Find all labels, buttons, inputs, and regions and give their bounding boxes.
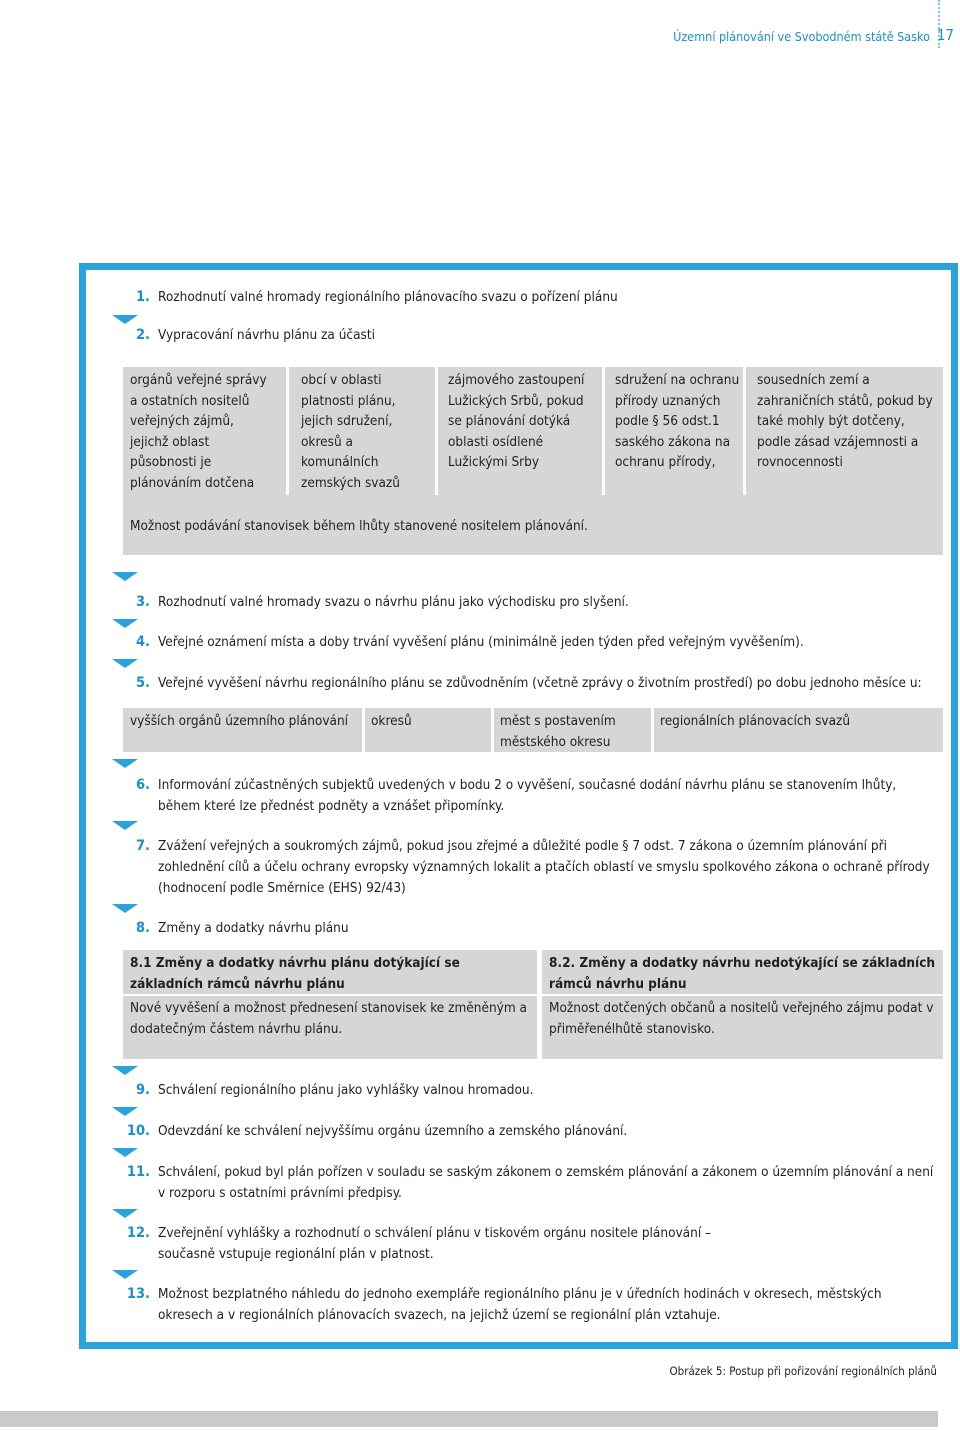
figure-caption (670, 1364, 938, 1378)
flow-arrow-icon (112, 1066, 138, 1075)
step-number: 10. (126, 1123, 150, 1139)
step-number: 12. (126, 1225, 150, 1241)
participant-cell: zájmového zastoupení Lužických Srbů, pokud se plánování dotýká oblasti osídlené Lužickými Srby (448, 372, 585, 470)
change-option-a-text: Nové vyvěšení a možnost přednesení stanovisek ke změněným a dodatečným částem návrhu plánu. (123, 995, 537, 1059)
flow-arrow-icon (112, 619, 138, 628)
step-text: Možnost bezplatného náhledu do jednoho exempláře regionálního plánu je v úředních hodinách v okresech, městských okresech a v regionálních plánovacích svazech, na jejichž území se regionální plán vztahuje. (158, 1286, 882, 1323)
cell-divider (435, 367, 438, 495)
box-divider (123, 994, 943, 996)
cell-divider (286, 367, 289, 495)
cell-divider (743, 367, 746, 495)
participant-cell: sdružení na ochranu přírody uznaných podle § 56 odst.1 saského zákona na ochranu přírody, (615, 372, 740, 470)
figure-caption-text: Postup při pořizování regionálních plánů (729, 1364, 937, 1378)
change-option-b-title: 8.2. Změny a dodatky návrhu nedotýkající se základních rámců návrhu plánu (542, 950, 943, 996)
running-title: Územní plánování ve Svobodném státě Sasko (673, 29, 930, 44)
step-text: Veřejné oznámení místa a doby trvání vyvěšení plánu (minimálně jeden týden před veřejným vyvěšením). (158, 634, 804, 650)
display-place-cell: okresů (371, 713, 412, 729)
cell-divider (491, 708, 494, 752)
step-text: Odevzdání ke schválení nejvyššímu orgánu územního a zemského plánování. (158, 1123, 628, 1139)
participants-note: Možnost podávání stanovisek během lhůty stanovené nositelem plánování. (130, 518, 588, 534)
participant-cell: orgánů veřejné správy a ostatních nositelů veřejných zájmů, jejichž oblast působnosti je plánováním dotčena (130, 372, 267, 491)
flow-arrow-icon (112, 821, 138, 830)
step-number: 11. (126, 1164, 150, 1180)
step-number: 6. (135, 777, 150, 793)
participant-cell: sousedních zemí a zahraničních států, pokud by také mohly být dotčeny, podle zásad vzájemnosti a rovnocennosti (757, 372, 933, 470)
step-text: Zvážení veřejných a soukromých zájmů, pokud jsou zřejmé a důležité podle § 7 odst. 7 zákona o územním plánování při zohlednění cílů a účelu ochrany evropsky významných lokalit a ptačích oblastí ve smyslu spolkového zákona o ochraně přírody (hodnocení podle Směrnice (EHS) 92/43) (158, 838, 930, 896)
change-option-a-title: 8.1 Změny a dodatky návrhu plánu dotýkající se základních rámců návrhu plánu (123, 950, 537, 996)
flow-arrow-icon (112, 315, 138, 324)
change-option-b-text: Možnost dotčených občanů a nositelů veřejného zájmu podat v přiměřenélhůtě stanovisko. (542, 995, 943, 1059)
step-text: Zveřejnění vyhlášky a rozhodnutí o schválení plánu v tiskovém orgánu nositele plánování – současně vstupuje regionální plán v platnost. (158, 1225, 712, 1262)
flow-arrow-icon (112, 572, 138, 581)
step-number: 3. (135, 594, 150, 610)
flow-arrow-icon (112, 1270, 138, 1279)
step-text: Schválení, pokud byl plán pořízen v souladu se saským zákonem o zemském plánování a zákonem o územním plánování a není v rozporu s ostatními právními předpisy. (158, 1164, 934, 1201)
flow-arrow-icon (112, 1209, 138, 1218)
flow-arrow-icon (112, 759, 138, 768)
step-number: 9. (135, 1082, 150, 1098)
step-number: 13. (126, 1286, 150, 1302)
step-number: 4. (135, 634, 150, 650)
step-text: Informování zúčastněných subjektů uvedených v bodu 2 o vyvěšení, současné dodání návrhu plánu se stanovením lhůty, během které lze přednést podněty a vznášet připomínky. (158, 777, 897, 814)
figure-caption-label: Obrázek 5: (669, 1364, 726, 1378)
process-frame (79, 263, 958, 1349)
flow-arrow-icon (112, 1148, 138, 1157)
step-text: Schválení regionálního plánu jako vyhlášky valnou hromadou. (158, 1082, 534, 1098)
step-text: Změny a dodatky návrhu plánu (158, 920, 349, 936)
step-number: 1. (135, 289, 150, 305)
page-number: 17 (936, 26, 954, 44)
step-number: 5. (135, 675, 150, 691)
flow-arrow-icon (112, 659, 138, 668)
step-number: 7. (135, 838, 150, 854)
display-place-cell: vyšších orgánů územního plánování (130, 713, 349, 729)
display-place-cell: regionálních plánovacích svazů (660, 713, 851, 729)
step-text: Vypracování návrhu plánu za účasti (158, 327, 376, 343)
step-text: Rozhodnutí valné hromady svazu o návrhu plánu jako východisku pro slyšení. (158, 594, 629, 610)
flow-arrow-icon (112, 904, 138, 913)
participant-cell: obcí v oblasti platnosti plánu, jejich sdružení, okresů a komunálních zemských svazů (301, 372, 401, 491)
display-place-cell: měst s postavením městského okresu (500, 713, 616, 750)
footer-bar (0, 1411, 938, 1427)
step-number: 8. (135, 920, 150, 936)
step-text: Veřejné vyvěšení návrhu regionálního plánu se zdůvodněním (včetně zprávy o životním prostředí) po dobu jednoho měsíce u: (158, 675, 922, 691)
step-text: Rozhodnutí valné hromady regionálního plánovacího svazu o pořízení plánu (158, 289, 618, 305)
flow-arrow-icon (112, 1107, 138, 1116)
cell-divider (362, 708, 365, 752)
cell-divider (602, 367, 605, 495)
step-number: 2. (135, 327, 150, 343)
cell-divider (651, 708, 654, 752)
